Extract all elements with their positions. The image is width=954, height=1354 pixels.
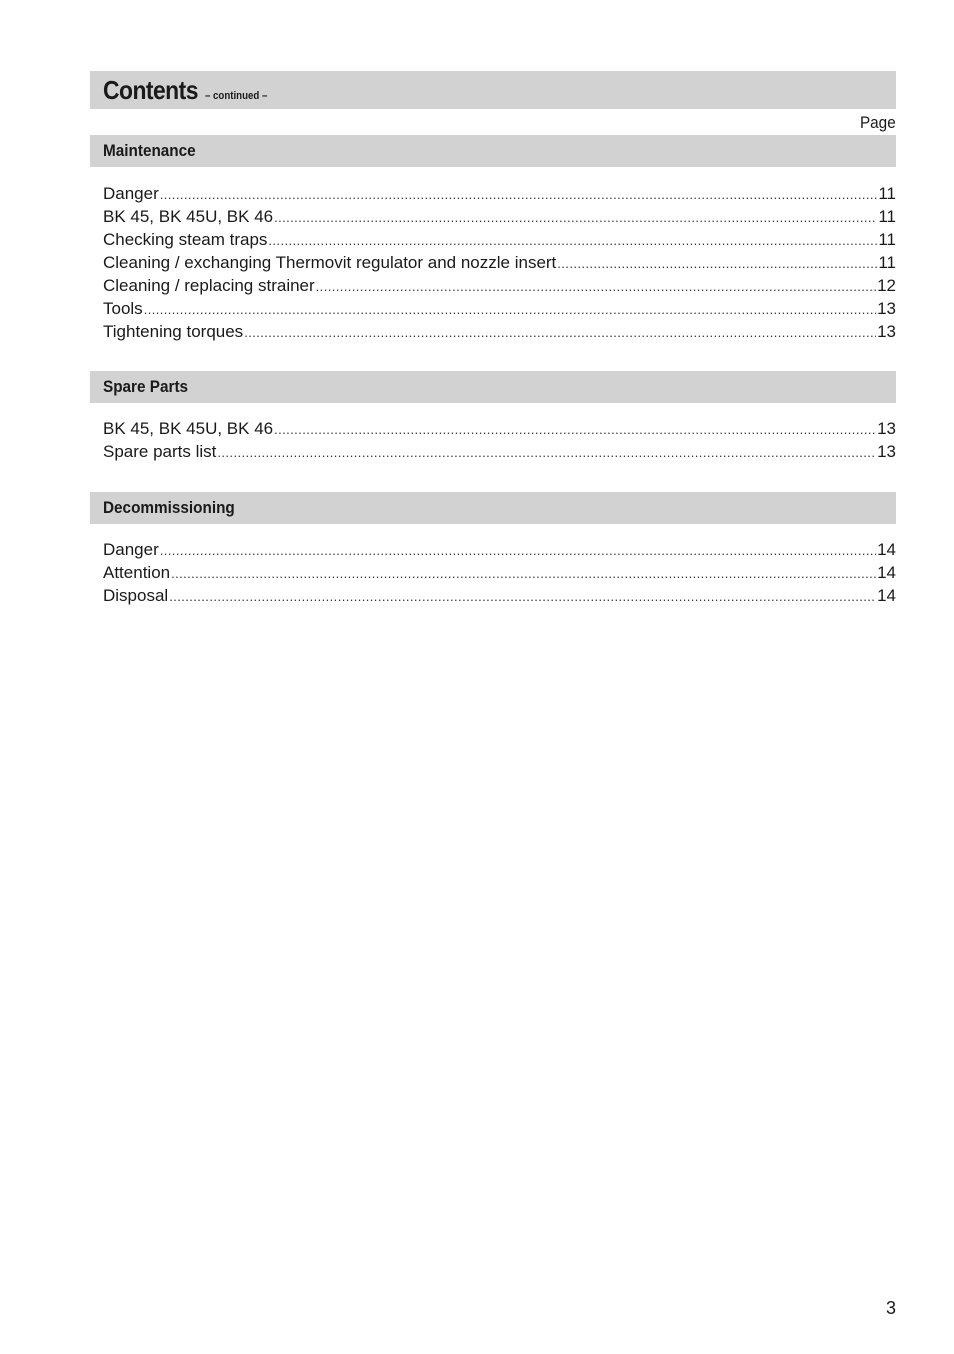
toc-entry-label: Spare parts list bbox=[103, 442, 217, 461]
toc-entry-page: 11 bbox=[878, 230, 896, 249]
toc-entry-page: 11 bbox=[878, 253, 896, 272]
toc-entry-page: 13 bbox=[877, 299, 896, 318]
section-entries-spare-parts bbox=[103, 417, 896, 463]
title-text: Contents bbox=[103, 75, 198, 105]
toc-entry-page: 11 bbox=[878, 207, 896, 226]
section-title: Maintenance bbox=[103, 141, 196, 160]
toc-entry[interactable] bbox=[103, 440, 896, 463]
section-title: Spare Parts bbox=[103, 377, 189, 396]
toc-entry[interactable] bbox=[103, 182, 896, 205]
title-subtitle: – continued – bbox=[204, 90, 268, 102]
toc-entry-page: 14 bbox=[877, 563, 896, 582]
section-header-decommissioning bbox=[90, 492, 896, 524]
dot-leader bbox=[160, 539, 876, 562]
toc-entry[interactable] bbox=[103, 274, 896, 297]
toc-entry-page: 13 bbox=[877, 419, 896, 438]
toc-entry-page: 11 bbox=[878, 184, 896, 203]
toc-entry-label: Cleaning / exchanging Thermovit regulator and nozzle insert bbox=[103, 253, 557, 272]
dot-leader bbox=[557, 252, 877, 275]
toc-entry[interactable] bbox=[103, 320, 896, 343]
dot-leader bbox=[171, 562, 876, 585]
section-entries-maintenance bbox=[103, 182, 896, 343]
toc-entry-label: Danger bbox=[103, 184, 159, 203]
toc-entry-label: Checking steam traps bbox=[103, 230, 268, 249]
toc-entry[interactable] bbox=[103, 228, 896, 251]
toc-entry-label: Disposal bbox=[103, 586, 169, 605]
toc-entry-label: Danger bbox=[103, 540, 159, 559]
toc-entry-page: 14 bbox=[877, 586, 896, 605]
dot-leader bbox=[316, 275, 876, 298]
dot-leader bbox=[274, 418, 876, 441]
toc-entry-page: 13 bbox=[877, 322, 896, 341]
toc-entry[interactable] bbox=[103, 297, 896, 320]
toc-entry[interactable] bbox=[103, 417, 896, 440]
page-number: 3 bbox=[885, 1298, 896, 1318]
section-header-spare-parts bbox=[90, 371, 896, 403]
toc-entry-label: Tools bbox=[103, 299, 143, 318]
dot-leader bbox=[268, 229, 877, 252]
dot-leader bbox=[160, 183, 878, 206]
toc-entry-page: 14 bbox=[877, 540, 896, 559]
toc-entry[interactable] bbox=[103, 584, 896, 607]
dot-leader bbox=[217, 441, 876, 464]
dot-leader bbox=[244, 321, 876, 344]
dot-leader bbox=[169, 585, 876, 608]
toc-entry[interactable] bbox=[103, 251, 896, 274]
toc-entry-label: Attention bbox=[103, 563, 171, 582]
toc-entry-label: Cleaning / replacing strainer bbox=[103, 276, 315, 295]
toc-entry[interactable] bbox=[103, 561, 896, 584]
contents-header-bar bbox=[90, 71, 896, 109]
toc-entry-label: BK 45, BK 45U, BK 46 bbox=[103, 207, 274, 226]
section-entries-decommissioning bbox=[103, 538, 896, 607]
toc-entry[interactable] bbox=[103, 205, 896, 228]
dot-leader bbox=[274, 206, 877, 229]
toc-entry-label: BK 45, BK 45U, BK 46 bbox=[103, 419, 274, 438]
section-header-maintenance bbox=[90, 135, 896, 167]
toc-entry-page: 13 bbox=[877, 442, 896, 461]
page-title bbox=[103, 75, 267, 106]
toc-entry-page: 12 bbox=[877, 276, 896, 295]
dot-leader bbox=[144, 298, 876, 321]
toc-entry-label: Tightening torques bbox=[103, 322, 244, 341]
toc-entry[interactable] bbox=[103, 538, 896, 561]
page-column-label: Page bbox=[860, 113, 896, 132]
section-title: Decommissioning bbox=[103, 498, 235, 517]
